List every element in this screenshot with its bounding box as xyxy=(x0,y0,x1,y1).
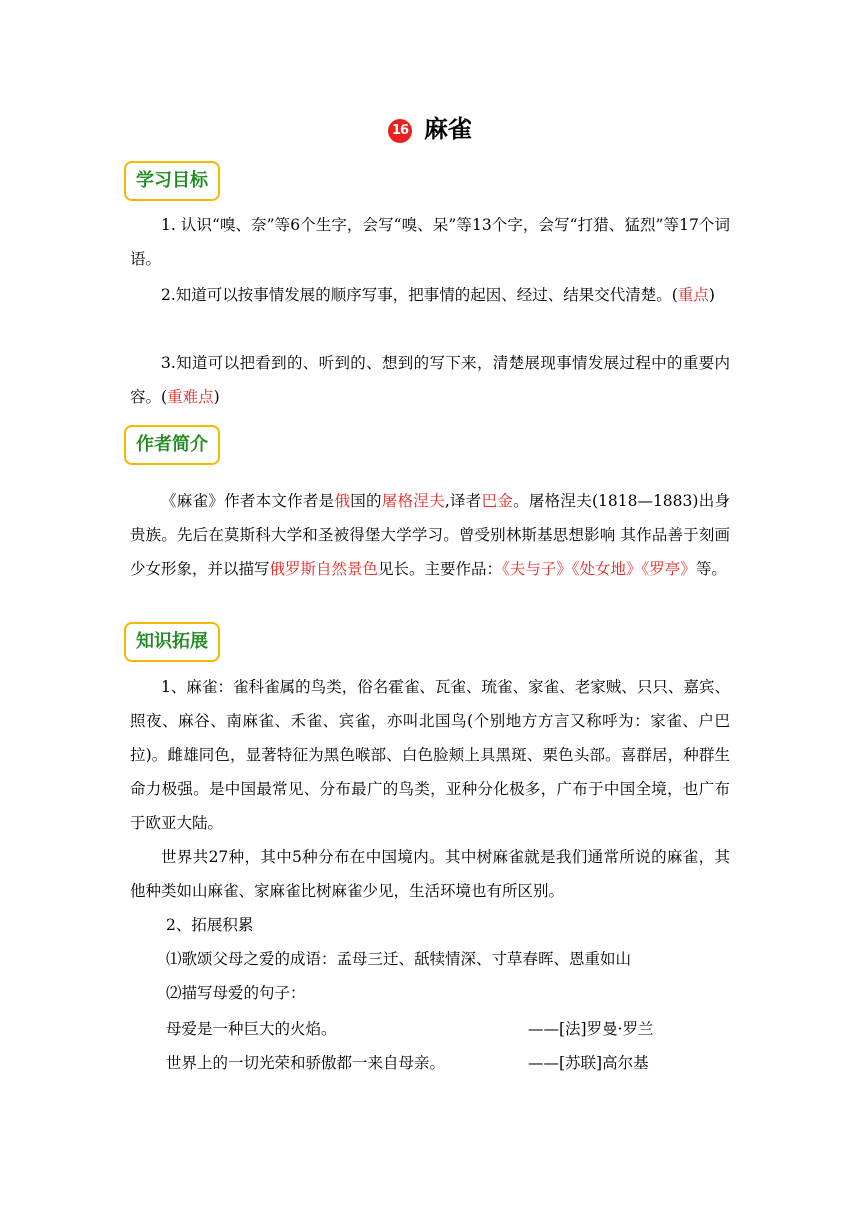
author-theme: 俄罗斯自然景色 xyxy=(269,560,379,578)
knowledge-sparrow: 1、麻雀：雀科雀属的鸟类，俗名霍雀、瓦雀、琉雀、家雀、老家贼、只只、嘉宾、照夜、麻谷、南麻雀、禾雀、宾雀，亦叫北国鸟(个别地方方言又称呼为：家雀、户巴拉)。雌雄同色，显著特征为黑色喉部、白色脸颊上具黑斑、栗色头部。喜群居，种群生命力极强。是中国最常见、分布最广的鸟类，亚种分化极多，广布于中国全境，也广布于欧亚大陆。 xyxy=(130,678,730,832)
quote-1: 母爱是一种巨大的火焰。 xyxy=(166,1020,337,1038)
knowledge-idioms: ⑴歌颂父母之爱的成语：孟母三迁、舐犊情深、寸草春晖、恩重如山 xyxy=(166,950,632,968)
knowledge-species: 世界共27种，其中5种分布在中国境内。其中树麻雀就是我们通常所说的麻雀，其他种类如山麻雀、家麻雀比树麻雀少见，生活环境也有所区别。 xyxy=(130,848,730,900)
goal-2-tag: 重点 xyxy=(677,286,709,304)
knowledge-extension-heading: 2、拓展积累 xyxy=(166,916,254,934)
lesson-number-badge: 16 xyxy=(388,119,412,143)
section-heading-knowledge: 知识拓展 xyxy=(124,622,220,662)
lesson-title xyxy=(0,112,860,146)
quote-1-source: ——[法]罗曼·罗兰 xyxy=(528,1020,654,1038)
goal-2: 2.知道可以按事情发展的顺序写事，把事情的起因、经过、结果交代清楚。(重点) xyxy=(161,286,715,304)
author-country: 俄 xyxy=(334,492,351,510)
section-heading-author: 作者简介 xyxy=(124,425,220,465)
goal-3-tag: 重难点 xyxy=(167,388,214,406)
section-heading-goals: 学习目标 xyxy=(124,161,220,201)
quote-2: 世界上的一切光荣和骄傲都一来自母亲。 xyxy=(166,1054,446,1072)
author-intro: 《麻雀》作者本文作者是俄国的屠格涅夫,译者巴金。屠格涅夫(1818—1883)出身贵族。先后在莫斯科大学和圣被得堡大学学习。曾受别林斯基思想影响 其作品善于刻画少女形象，并以描写俄罗斯自然景色见长。主要作品：《夫与子》《处女地》《罗亭》等。 xyxy=(130,492,730,578)
goal-1: 1. 认识“嗅、奈”等6个生字，会写“嗅、呆”等13个字，会写“打猎、猛烈”等17个词语。 xyxy=(130,216,730,268)
author-works: 《夫与子》《处女地》《罗亭》 xyxy=(502,560,696,578)
goal-3: 3.知道可以把看到的、听到的、想到的写下来，清楚展现事情发展过程中的重要内容。(重难点) xyxy=(130,354,730,406)
knowledge-quotes-heading: ⑵描写母爱的句子： xyxy=(166,984,306,1002)
translator-name: 巴金 xyxy=(481,492,514,510)
author-name: 屠格涅夫 xyxy=(381,492,445,510)
lesson-title-text: 麻雀 xyxy=(424,115,472,143)
quote-2-source: ——[苏联]高尔基 xyxy=(528,1054,649,1072)
